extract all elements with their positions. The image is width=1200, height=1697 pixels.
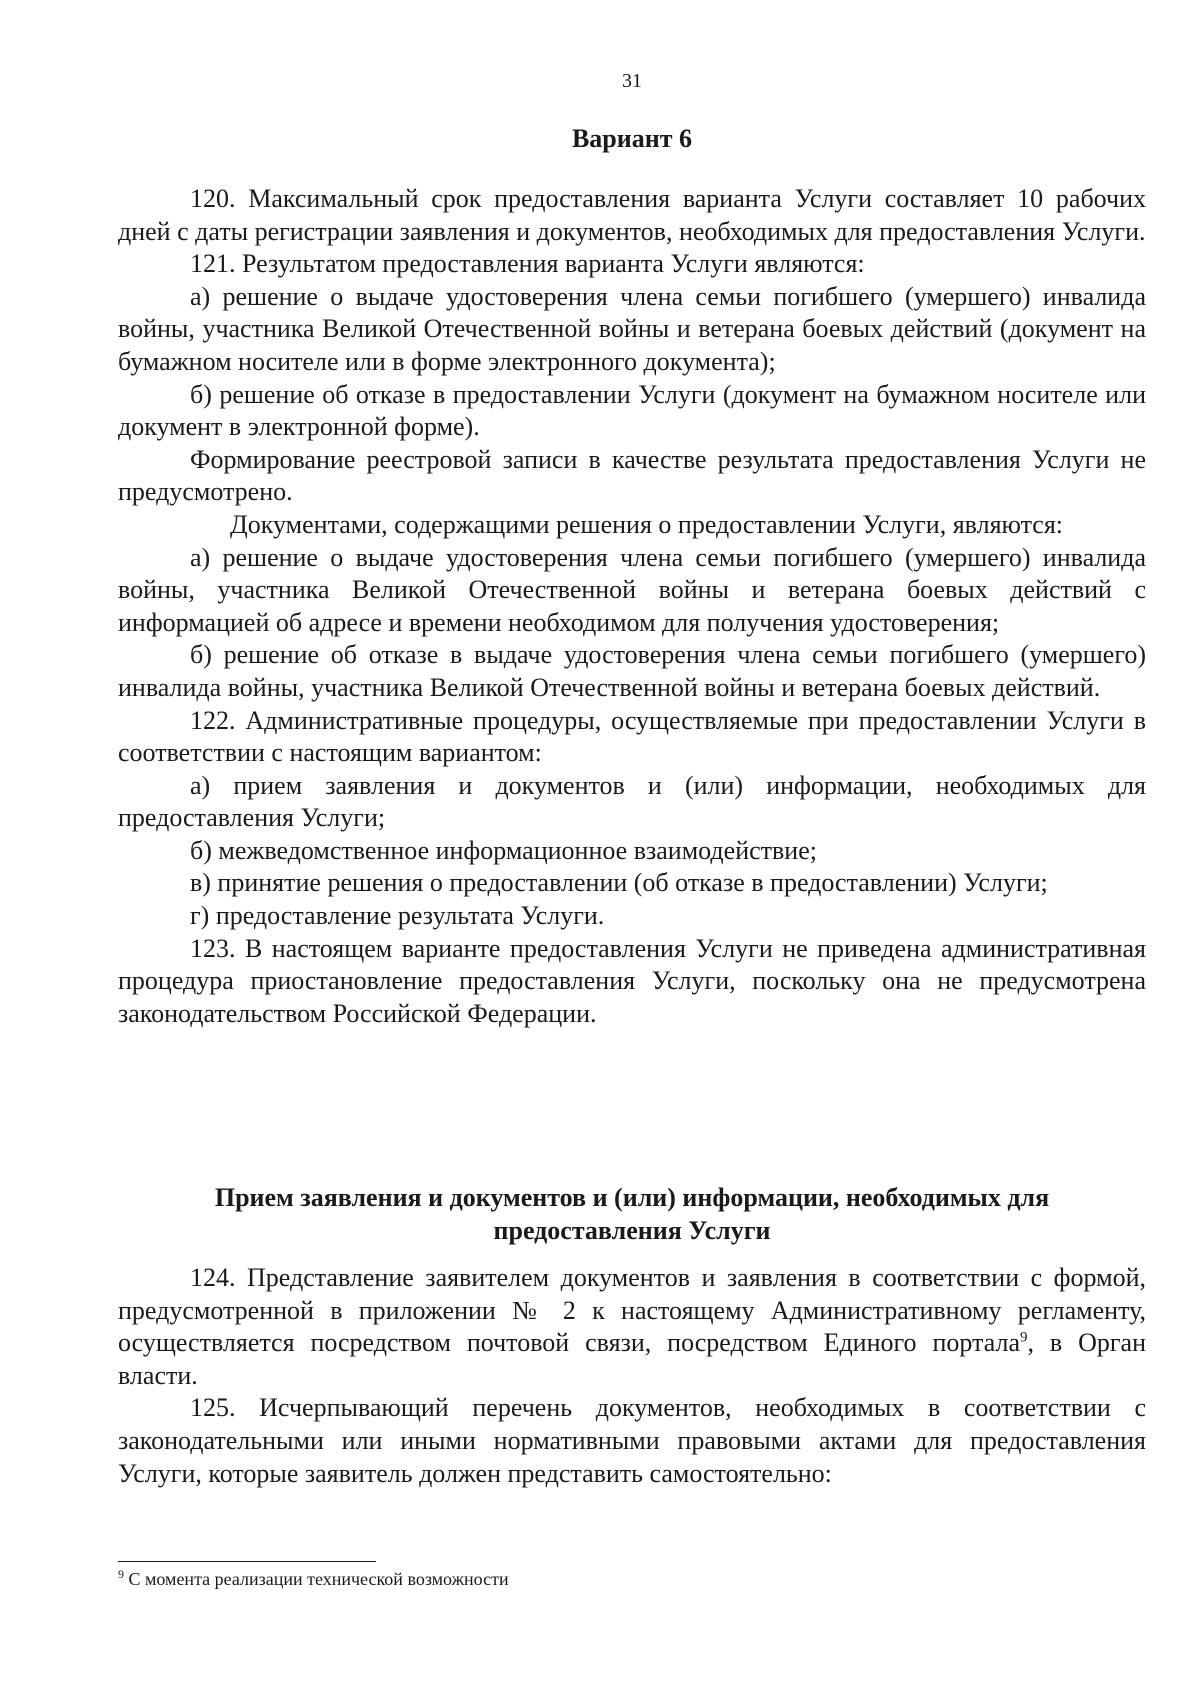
list-item-documents-a: а) решение о выдаче удостоверения члена семьи погибшего (умершего) инвалида войны, участника Великой Отечественной войны и ветерана боевых действий с информацией об адресе и времени необходимом для получения удостоверения; xyxy=(118,542,1146,637)
variant-body xyxy=(118,183,1146,1030)
paragraph-124-text: 124. Представление заявителем документов и заявления в соответствии с формой, предусмотренной в приложении № 2 к настоящему Административному регламенту, осуществляется посредством почтовой связи, посредством Единого портала xyxy=(118,1263,1146,1358)
footnote xyxy=(118,1567,1146,1591)
page-number: 31 xyxy=(622,70,642,92)
paragraph-decision-documents: Документами, содержащими решения о предоставлении Услуги, являются: xyxy=(230,509,1064,539)
footnote-divider xyxy=(118,1561,376,1562)
section-body xyxy=(118,1262,1146,1490)
paragraph-122: 122. Административные процедуры, осуществляемые при предоставлении Услуги в соответствии с настоящим вариантом: xyxy=(118,705,1146,768)
footnote-reference[interactable]: 9 xyxy=(1019,1329,1028,1346)
section-title-line-2: предоставления Услуги xyxy=(493,1216,771,1245)
paragraph-124 xyxy=(118,1262,1146,1392)
list-item-121b: б) решение об отказе в предоставлении Услуги (документ на бумажном носителе или документ в электронной форме). xyxy=(118,379,1146,442)
list-item-122a: а) прием заявления и документов и (или) информации, необходимых для предоставления Услуги; xyxy=(118,770,1146,833)
paragraph-123: 123. В настоящем варианте предоставления Услуги не приведена административная процедура приостановление предоставления Услуги, поскольку она не предусмотрена законодательством Российской Федерации. xyxy=(118,933,1146,1028)
paragraph-registry-record: Формирование реестровой записи в качестве результата предоставления Услуги не предусмотрено. xyxy=(118,444,1146,507)
footnote-mark: 9 xyxy=(118,1567,124,1581)
section-title xyxy=(158,1181,1106,1247)
paragraph-121: 121. Результатом предоставления варианта Услуги являются: xyxy=(190,249,865,279)
list-item-121a: а) решение о выдаче удостоверения члена семьи погибшего (умершего) инвалида войны, участника Великой Отечественной войны и ветерана боевых действий (документ на бумажном носителе или в форме электронного документа); xyxy=(118,281,1146,376)
list-item-122v: в) принятие решения о предоставлении (об отказе в предоставлении) Услуги; xyxy=(190,868,1048,898)
paragraph-125: 125. Исчерпывающий перечень документов, необходимых в соответствии с законодательными или иными нормативными правовыми актами для предоставления Услуги, которые заявитель должен представить самостоятельно: xyxy=(118,1393,1146,1488)
list-item-122g: г) предоставление результата Услуги. xyxy=(190,901,605,931)
list-item-122b: б) межведомственное информационное взаимодействие; xyxy=(190,835,817,865)
paragraph-124-tail: , в Орган власти. xyxy=(118,1328,1146,1390)
footnote-text: С момента реализации технической возможности xyxy=(124,1569,509,1589)
section-title-line-1: Прием заявления и документов и (или) информации, необходимых для xyxy=(214,1183,1050,1212)
list-item-documents-b: б) решение об отказе в выдаче удостоверения члена семьи погибшего (умершего) инвалида войны, участника Великой Отечественной войны и ветерана боевых действий. xyxy=(118,640,1146,702)
variant-title: Вариант 6 xyxy=(571,124,693,153)
paragraph-120: 120. Максимальный срок предоставления варианта Услуги составляет 10 рабочих дней с даты регистрации заявления и документов, необходимых для предоставления Услуги. xyxy=(118,184,1146,246)
